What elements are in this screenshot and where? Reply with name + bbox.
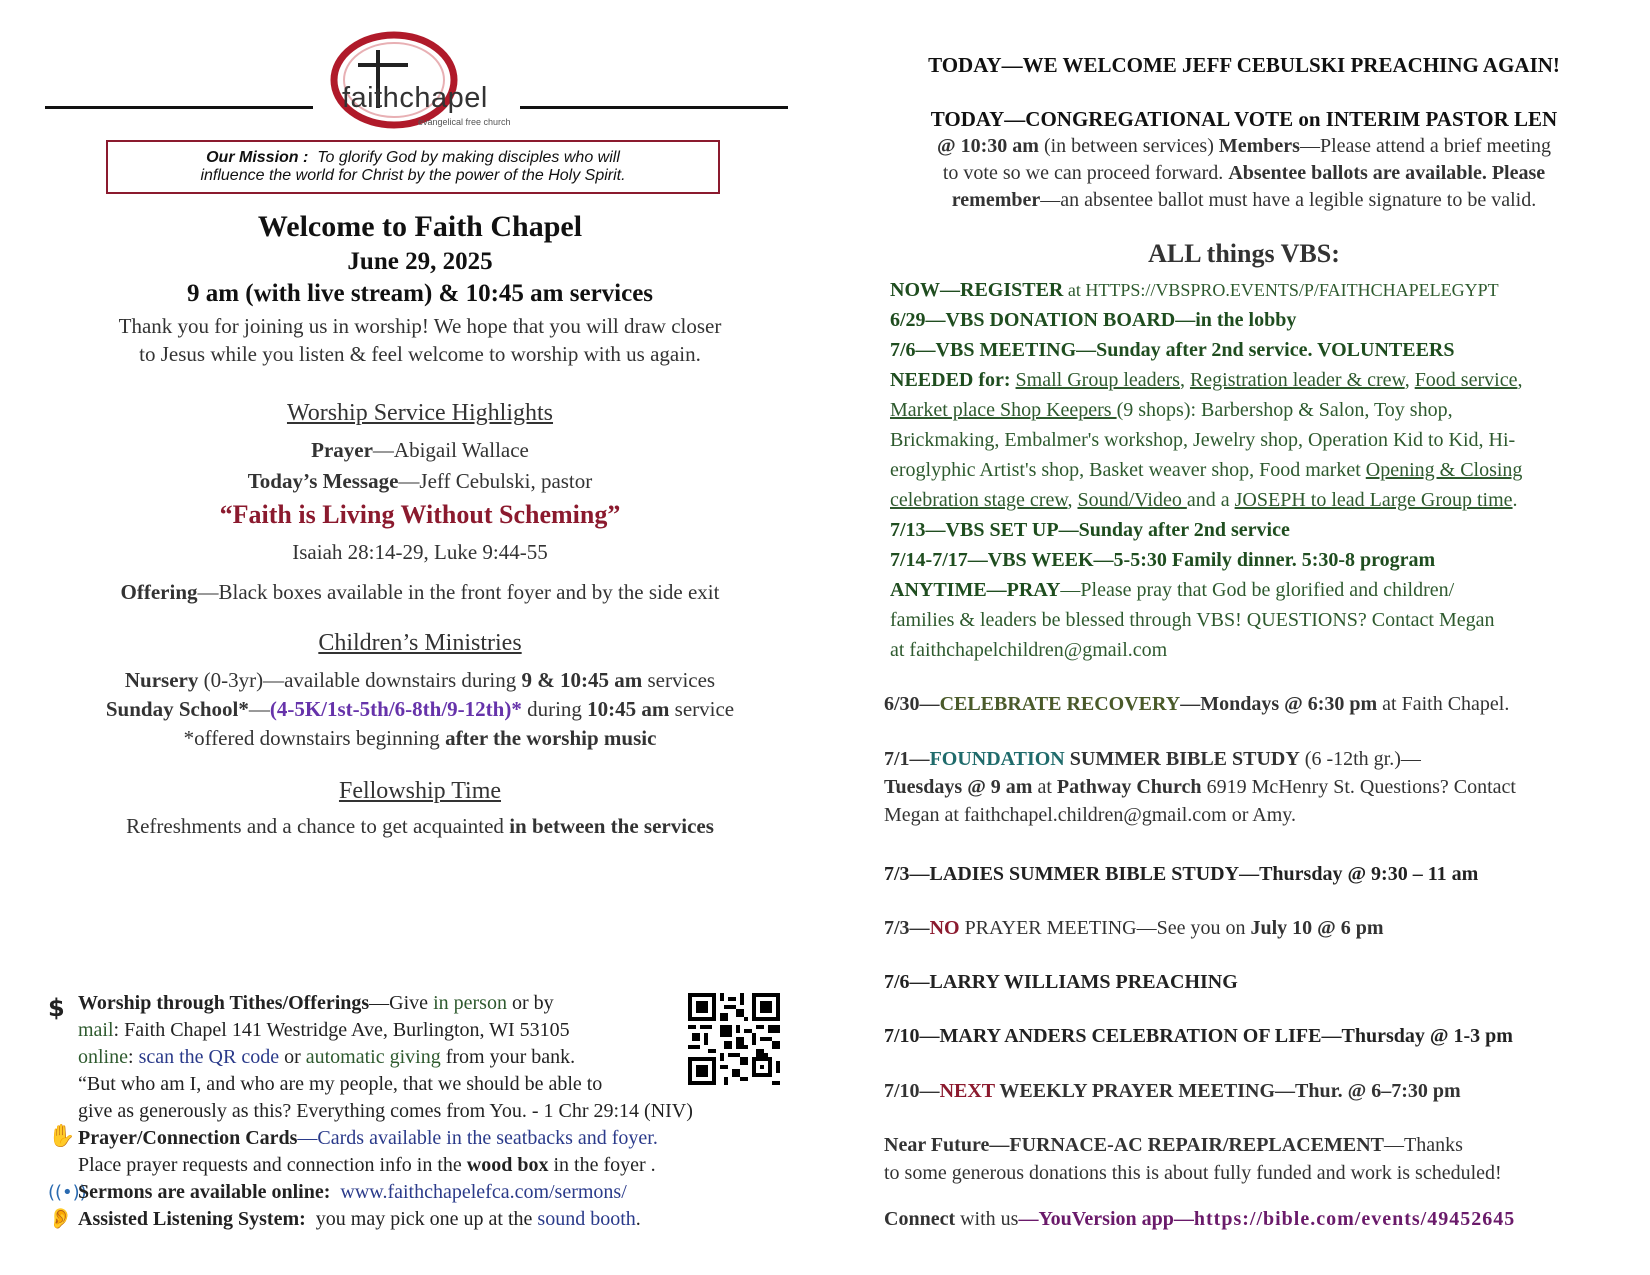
prayer-cards-text: —Cards available in the seatbacks and foyer. — [297, 1127, 658, 1149]
logo-subtitle: evangelical free church — [418, 117, 511, 127]
vote-absentee: Absentee ballots are available. Please — [1228, 162, 1546, 184]
near-future-thanks: —Thanks — [1383, 1134, 1463, 1156]
today-welcome: TODAY—WE WELCOME JEFF CEBULSKI PREACHING AGAIN! — [928, 53, 1560, 77]
giving-block — [78, 990, 693, 1125]
sunday-school-time: 10:45 am — [587, 697, 670, 721]
welcome-line-2: to Jesus while you listen & feel welcome to worship with us again. — [139, 342, 701, 366]
scripture-reference: Isaiah 28:14-29, Luke 9:44-55 — [292, 540, 548, 564]
vbs-pray-line — [890, 575, 1610, 605]
ladies-study: 7/3—LADIES SUMMER BIBLE STUDY—Thursday @ 9:30 – 11 am — [884, 863, 1479, 885]
scan-qr-link[interactable]: scan the QR code — [138, 1046, 280, 1068]
next-label: NEXT — [939, 1080, 995, 1102]
giving-line-3 — [78, 1044, 693, 1071]
cr-date: 6/30— — [884, 693, 940, 715]
giving-or: or — [279, 1046, 306, 1068]
next-text: WEEKLY PRAYER MEETING—Thur. @ 6–7:30 pm — [994, 1080, 1461, 1102]
volunteer-shop-keepers: Market place Shop Keepers — [890, 399, 1117, 421]
near-future-block — [884, 1131, 1604, 1187]
vbs-pray-text: —Please pray that God be glorified and children/ — [1060, 579, 1455, 601]
fellowship-bold: in between the services — [509, 814, 714, 838]
foundation-at: at — [1032, 776, 1057, 798]
volunteer-food-service: Food service — [1414, 369, 1518, 391]
vote-line-2 — [884, 133, 1604, 160]
prayer-cards-start: Place prayer requests and connection info in the — [78, 1154, 467, 1176]
volunteer-sound-video: Sound/Video — [1077, 489, 1187, 511]
vote-attend: —Please attend a brief meeting — [1299, 135, 1551, 157]
sermons-title: Sermons are available online: — [78, 1181, 331, 1203]
vbs-meeting: 7/6—VBS MEETING—Sunday after 2nd service. VOLUNTEERS — [890, 339, 1455, 361]
nursery-line — [40, 668, 800, 693]
prayer-leader: —Abigail Wallace — [372, 438, 529, 462]
cr-name: CELEBRATE RECOVERY — [939, 693, 1181, 715]
giving-line-2 — [78, 1017, 693, 1044]
mary-anders: 7/10—MARY ANDERS CELEBRATION OF LIFE—Thursday @ 1-3 pm — [884, 1025, 1513, 1047]
vbs-week: 7/14-7/17—VBS WEEK—5-5:30 Family dinner. 5:30-8 program — [890, 549, 1436, 571]
vote-line-1: TODAY—CONGREGATIONAL VOTE on INTERIM PASTOR LEN — [930, 107, 1558, 131]
mission-label: Our Mission : — [206, 149, 309, 166]
faith-chapel-logo — [316, 30, 516, 130]
prayer-cards-line-2 — [78, 1152, 658, 1179]
listening-line — [78, 1206, 641, 1233]
volunteer-joseph: JOSEPH to lead Large Group time — [1234, 489, 1513, 511]
automatic-giving: automatic giving — [305, 1046, 441, 1068]
offering-text: —Black boxes available in the front foyer and by the side exit — [197, 580, 720, 604]
giving-quote-1: “But who am I, and who are my people, that we should be able to — [78, 1073, 603, 1095]
next-prayer-meeting-line — [884, 1077, 1604, 1105]
vbs-title: ALL things VBS: — [1148, 239, 1340, 268]
mission-box — [106, 140, 720, 194]
vbs-shops-list: (9 shops): Barbershop & Salon, Toy shop, — [1116, 399, 1453, 421]
vote-block — [884, 106, 1604, 214]
near-future-title: Near Future—FURNACE-AC REPAIR/REPLACEMENT — [884, 1134, 1384, 1156]
foundation-grades: (6 -12th gr.)— — [1299, 748, 1421, 770]
prayer-line — [40, 438, 800, 463]
celebrate-recovery-line — [884, 690, 1604, 718]
np-next-date: July 10 @ 6 pm — [1250, 917, 1384, 939]
welcome-line-1: Thank you for joining us in worship! We hope that you will draw closer — [118, 314, 722, 338]
volunteer-opening-closing: Opening & Closing — [1365, 459, 1523, 481]
foundation-date: 7/1— — [884, 748, 930, 770]
sunday-school-label: Sunday School* — [105, 697, 249, 721]
vote-proceed: to vote so we can proceed forward. — [942, 162, 1229, 184]
giving-mail: mail — [78, 1019, 114, 1041]
fellowship-heading: Fellowship Time — [338, 778, 502, 804]
vote-remember: remember — [951, 189, 1041, 211]
near-future-line-2: to some generous donations this is about fully funded and work is scheduled! — [884, 1162, 1502, 1184]
header-rule-left — [45, 106, 313, 109]
vote-time: @ 10:30 am — [937, 135, 1039, 157]
bible-events-link[interactable]: https://bible.com/events/49452645 — [1193, 1208, 1516, 1230]
welcome-message — [40, 312, 800, 368]
vbs-needed-label: NEEDED for: — [890, 369, 1016, 391]
vbs-shops-end: eroglyphic Artist's shop, Basket weaver shop, Food market — [890, 459, 1366, 481]
listening-title: Assisted Listening System: — [78, 1208, 306, 1230]
listening-text: you may pick one up at the — [315, 1208, 538, 1230]
vbs-register — [890, 275, 1610, 305]
youversion-app: —YouVersion app— — [1018, 1208, 1194, 1230]
message-label: Today’s Message — [247, 469, 399, 493]
giving-online: online — [78, 1046, 128, 1068]
sunday-school-during: during — [521, 697, 588, 721]
prayer-cards-title: Prayer/Connection Cards — [78, 1127, 298, 1149]
vote-signature: —an absentee ballot must have a legible signature to be valid. — [1040, 189, 1537, 211]
mission-text-2: influence the world for Christ by the power of the Holy Spirit. — [200, 167, 626, 184]
fellowship-line — [40, 814, 800, 839]
foundation-line-2 — [884, 773, 1604, 801]
sermon-title: “Faith is Living Without Scheming” — [219, 500, 621, 529]
giving-address: : Faith Chapel 141 Westridge Ave, Burlington, WI 53105 — [113, 1019, 570, 1041]
foundation-line-1 — [884, 745, 1604, 773]
nursery-age: (0-3yr)—available downstairs during — [198, 668, 522, 692]
giving-title: Worship through Tithes/Offerings — [78, 992, 370, 1014]
vbs-pray-label: ANYTIME—PRAY — [890, 579, 1061, 601]
welcome-title: Welcome to Faith Chapel — [257, 210, 583, 243]
giving-quote-2: give as generously as this? Everything comes from You. - 1 Chr 29:14 (NIV) — [78, 1100, 693, 1122]
vbs-crew-line: celebration stage crew, Sound/Video and a JOSEPH to lead Large Group time. — [890, 489, 1518, 511]
wood-box: wood box — [466, 1154, 549, 1176]
sermons-url-link[interactable]: www.faithchapelefca.com/sermons/ — [340, 1181, 627, 1203]
mission-text-1: To glorify God by making disciples who will — [317, 149, 620, 166]
prayer-label: Prayer — [311, 438, 373, 462]
message-line — [40, 469, 800, 494]
prayer-cards-end: in the foyer . — [548, 1154, 656, 1176]
larry-williams: 7/6—LARRY WILLIAMS PREACHING — [884, 971, 1238, 993]
np-date: 7/3— — [884, 917, 930, 939]
connect-line — [884, 1205, 1604, 1233]
service-date: June 29, 2025 — [347, 248, 493, 275]
hearing-icon: 👂 — [48, 1206, 73, 1230]
dollar-icon: $ — [48, 994, 65, 1022]
vote-members: Members — [1218, 135, 1300, 157]
giving-line-1 — [78, 990, 693, 1017]
prayer-cards-line-1 — [78, 1125, 658, 1152]
foundation-line-3: Megan at faithchapel.children@gmail.com or Amy. — [884, 804, 1296, 826]
vbs-shops-line — [890, 395, 1610, 425]
volunteer-stage-crew: celebration stage crew — [890, 489, 1068, 511]
foundation-church: Pathway Church — [1056, 776, 1202, 798]
sunday-school-end: service — [669, 697, 735, 721]
qr-code[interactable] — [688, 993, 780, 1085]
vbs-shops-line-2: Brickmaking, Embalmer's workshop, Jewelry shop, Operation Kid to Kid, Hi- — [890, 429, 1516, 451]
foundation-block — [884, 745, 1604, 829]
offering-line — [40, 580, 800, 605]
vbs-pray-line-2: families & leaders be blessed through VBS! QUESTIONS? Contact Megan — [890, 609, 1495, 631]
giving-or-by: or by — [506, 992, 554, 1014]
nursery-end: services — [642, 668, 716, 692]
cr-time: —Mondays @ 6:30 pm — [1180, 693, 1378, 715]
giving-give: —Give — [369, 992, 434, 1014]
vbs-needed-line: NEEDED for: Small Group leaders, Registration leader & crew, Food service, — [890, 369, 1523, 391]
vote-between: (in between services) — [1038, 135, 1219, 157]
sunday-school-dash: — — [248, 697, 270, 721]
foundation-address: 6919 McHenry St. Questions? Contact — [1201, 776, 1516, 798]
vbs-donation-board: 6/29—VBS DONATION BOARD—in the lobby — [890, 309, 1297, 331]
offering-label: Offering — [120, 580, 198, 604]
note-start: *offered downstairs beginning — [183, 726, 446, 750]
connect-label: Connect — [884, 1208, 956, 1230]
broadcast-icon: ((•)) — [48, 1182, 87, 1203]
vbs-register-url: at HTTPS://VBSPRO.EVENTS/P/FAITHCHAPELEGYPT — [1063, 280, 1499, 300]
vbs-block — [890, 275, 1610, 665]
foundation-name: FOUNDATION — [929, 748, 1065, 770]
near-future-line-1 — [884, 1131, 1604, 1159]
cr-place: at Faith Chapel. — [1377, 693, 1510, 715]
fellowship-text: Refreshments and a chance to get acquainted — [126, 814, 510, 838]
vbs-and-a: and a — [1186, 489, 1235, 511]
vbs-contact-email: at faithchapelchildren@gmail.com — [890, 639, 1168, 661]
sunday-school-grades: (4-5K/1st-5th/6-8th/9-12th)* — [269, 697, 522, 721]
np-text: PRAYER MEETING—See you on — [959, 917, 1251, 939]
sermons-line — [78, 1179, 627, 1206]
no-prayer-meeting-line — [884, 914, 1604, 942]
praying-hands-icon: ✋ — [48, 1124, 76, 1149]
np-no: NO — [929, 917, 960, 939]
giving-bank: from your bank. — [440, 1046, 576, 1068]
volunteer-registration: Registration leader & crew — [1189, 369, 1405, 391]
sound-booth: sound booth — [537, 1208, 636, 1230]
message-preacher: —Jeff Cebulski, pastor — [398, 469, 593, 493]
prayer-cards-block — [78, 1125, 658, 1179]
sunday-school-note — [40, 726, 800, 751]
sunday-school-line — [40, 697, 800, 722]
vote-line-4 — [884, 187, 1604, 214]
foundation-study: SUMMER BIBLE STUDY — [1064, 748, 1300, 770]
vote-line-3 — [884, 160, 1604, 187]
logo-wordmark: faithchapel — [342, 82, 488, 114]
service-times: 9 am (with live stream) & 10:45 am services — [186, 280, 654, 307]
nursery-times: 9 & 10:45 am — [521, 668, 643, 692]
vbs-register-label: NOW—REGISTER — [890, 279, 1064, 301]
connect-with: with us — [955, 1208, 1019, 1230]
note-bold: after the worship music — [445, 726, 657, 750]
vbs-set-up: 7/13—VBS SET UP—Sunday after 2nd service — [890, 519, 1290, 541]
nursery-label: Nursery — [124, 668, 199, 692]
volunteer-small-group: Small Group leaders — [1015, 369, 1180, 391]
worship-highlights-heading: Worship Service Highlights — [286, 400, 554, 426]
listening-end: . — [635, 1208, 641, 1230]
foundation-time: Tuesdays @ 9 am — [884, 776, 1033, 798]
header-rule-right — [520, 106, 788, 109]
childrens-ministries-heading: Children’s Ministries — [318, 630, 522, 656]
vbs-shops-line-3 — [890, 455, 1610, 485]
giving-colon: : — [128, 1046, 139, 1068]
next-date: 7/10— — [884, 1080, 940, 1102]
giving-in-person: in person — [433, 992, 507, 1014]
